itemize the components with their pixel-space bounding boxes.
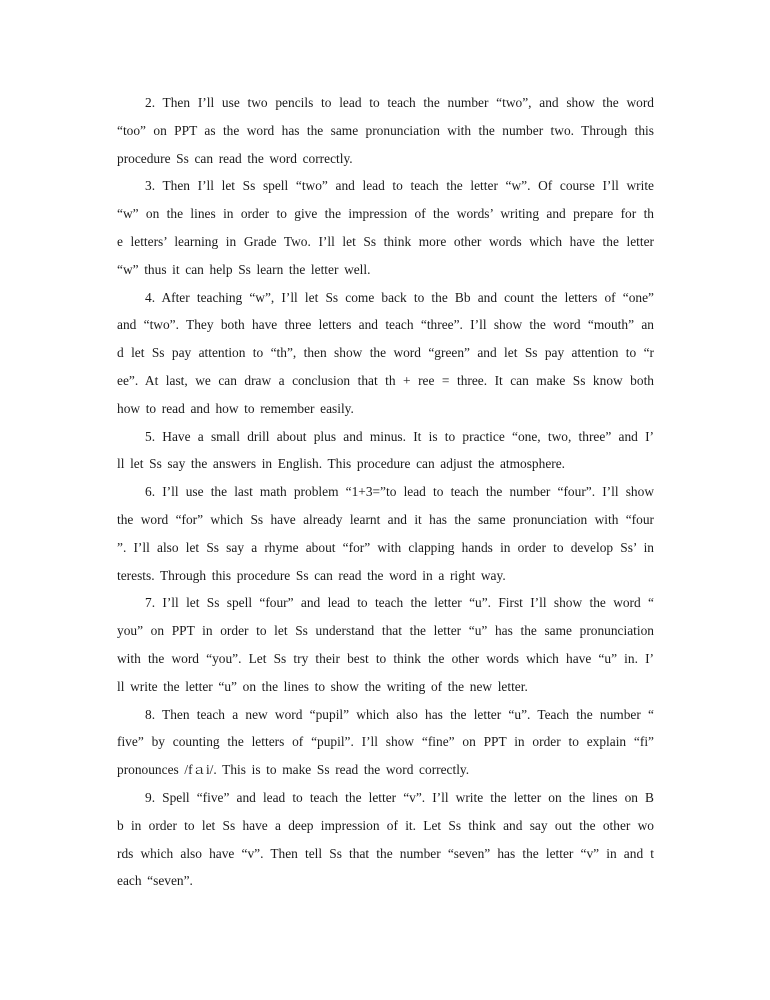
text-line: each “seven”. bbox=[117, 873, 193, 889]
text-line: ll write the letter “u” on the lines to show the writing of the new letter. bbox=[117, 678, 528, 694]
text-line: ll let Ss say the answers in English. This procedure can adjust the atmosphere. bbox=[117, 456, 566, 472]
paragraph-7 bbox=[117, 589, 654, 700]
paragraph-9 bbox=[117, 784, 654, 895]
text-line: five” by counting the letters of “pupil”. I’ll show “fine” on PPT in order to explain “fi” bbox=[117, 734, 654, 750]
text-line: 8. Then teach a new word “pupil” which also has the letter “u”. Teach the number “ bbox=[145, 706, 654, 722]
text-line: “w” thus it can help Ss learn the letter well. bbox=[117, 261, 371, 277]
paragraph-5 bbox=[117, 423, 654, 479]
text-line: 2. Then I’ll use two pencils to lead to teach the number “two”, and show the word bbox=[145, 95, 654, 110]
text-line: b in order to let Ss have a deep impression of it. Let Ss think and say out the other wo bbox=[117, 817, 654, 833]
text-line: 5. Have a small drill about plus and minus. It is to practice “one, two, three” and I’ bbox=[145, 428, 654, 444]
text-line: 3. Then I’ll let Ss spell “two” and lead to teach the letter “w”. Of course I’ll write bbox=[145, 178, 654, 194]
text-line: 7. I’ll let Ss spell “four” and lead to teach the letter “u”. First I’ll show the word “ bbox=[145, 595, 654, 611]
text-line: terests. Through this procedure Ss can read the word in a right way. bbox=[117, 567, 506, 583]
paragraph-8 bbox=[117, 701, 654, 784]
text-line: pronounces /fａi/. This is to make Ss read the word correctly. bbox=[117, 762, 470, 778]
paragraph-6 bbox=[117, 478, 654, 589]
text-line: the word “for” which Ss have already learnt and it has the same pronunciation with “four bbox=[117, 511, 654, 527]
paragraph-3 bbox=[117, 172, 654, 283]
text-line: 6. I’ll use the last math problem “1+3=”to lead to teach the number “four”. I’ll show bbox=[145, 484, 654, 500]
text-line: e letters’ learning in Grade Two. I’ll let Ss think more other words which have the letter bbox=[117, 233, 654, 249]
document-page bbox=[117, 89, 654, 895]
text-line: 4. After teaching “w”, I’ll let Ss come back to the Bb and count the letters of “one” bbox=[145, 289, 654, 305]
text-line: ee”. At last, we can draw a conclusion that th + ree = three. It can make Ss know both bbox=[117, 372, 654, 388]
text-line: with the word “you”. Let Ss try their best to think the other words which have “u” in. I’ bbox=[117, 650, 654, 666]
paragraph-2 bbox=[117, 89, 654, 172]
text-line: ”. I’ll also let Ss say a rhyme about “for” with clapping hands in order to develop Ss’ in bbox=[117, 539, 654, 555]
text-line: 9. Spell “five” and lead to teach the letter “v”. I’ll write the letter on the lines on B bbox=[145, 789, 654, 805]
text-line: you” on PPT in order to let Ss understand that the letter “u” has the same pronunciation bbox=[117, 623, 654, 639]
text-line: and “two”. They both have three letters and teach “three”. I’ll show the word “mouth” an bbox=[117, 317, 654, 333]
text-line: d let Ss pay attention to “th”, then show the word “green” and let Ss pay attention to “r bbox=[117, 345, 654, 361]
text-line: rds which also have “v”. Then tell Ss that the number “seven” has the letter “v” in and t bbox=[117, 845, 654, 861]
paragraph-4 bbox=[117, 284, 654, 423]
text-line: “w” on the lines in order to give the impression of the words’ writing and prepare for th bbox=[117, 206, 654, 222]
text-line: “too” on PPT as the word has the same pronunciation with the number two. Through this bbox=[117, 122, 654, 138]
text-line: how to read and how to remember easily. bbox=[117, 400, 354, 416]
text-line: procedure Ss can read the word correctly. bbox=[117, 150, 353, 166]
